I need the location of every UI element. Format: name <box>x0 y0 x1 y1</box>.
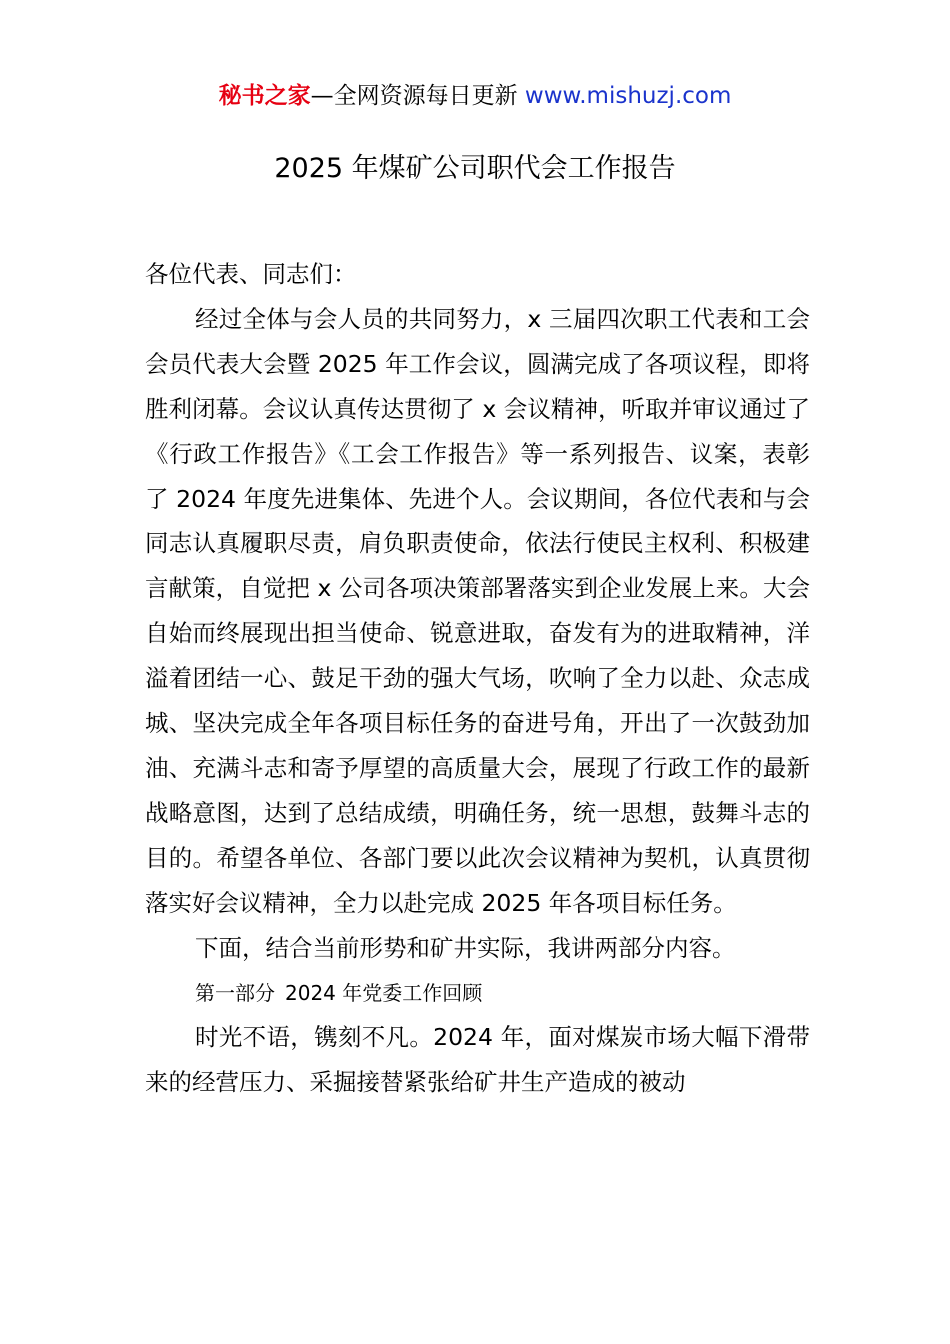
site-header <box>0 80 950 112</box>
document-body <box>145 252 810 1105</box>
site-url-link[interactable]: www.mishuzj.com <box>524 83 732 109</box>
paragraph-intro: 经过全体与会人员的共同努力，x 三届四次职工代表和工会会员代表大会暨 2025 年工作会议，圆满完成了各项议程，即将胜利闭幕。会议认真传达贯彻了 x 会议精神，听取并审议通过了《行政工作报告》《工会工作报告》等一系列报告、议案，表彰了 2024 年度先进集体、先进个人。会议期间，各位代表和与会同志认真履职尽责，肩负职责使命，依法行使民主权利、积极建言献策，自觉把 x 公司各项决策部署落实到企业发展上来。大会自始而终展现出担当使命、锐意进取，奋发有为的进取精神，洋溢着团结一心、鼓足干劲的强大气场，吹响了全力以赴、众志成城、坚决完成全年各项目标任务的奋进号角，开出了一次鼓劲加油、充满斗志和寄予厚望的高质量大会，展现了行政工作的最新战略意图，达到了总结成绩，明确任务，统一思想，鼓舞斗志的目的。希望各单位、各部门要以此次会议精神为契机，认真贯彻落实好会议精神，全力以赴完成 2025 年各项目标任务。 <box>145 304 810 917</box>
site-slogan: —全网资源每日更新 <box>310 83 525 109</box>
paragraph-section-1: 时光不语，镌刻不凡。2024 年，面对煤炭市场大幅下滑带来的经营压力、采掘接替紧张给矿井生产造成的被动 <box>145 1023 810 1097</box>
salutation: 各位代表、同志们： <box>145 260 357 288</box>
site-brand: 秘书之家 <box>218 83 311 109</box>
section-label: 第一部分 <box>195 980 275 1005</box>
document-title: 2025 年煤矿公司职代会工作报告 <box>274 153 676 184</box>
paragraph-transition: 下面，结合当前形势和矿井实际，我讲两部分内容。 <box>195 933 736 962</box>
section-heading <box>145 971 810 1016</box>
section-title: 2024 年党委工作回顾 <box>285 980 483 1005</box>
